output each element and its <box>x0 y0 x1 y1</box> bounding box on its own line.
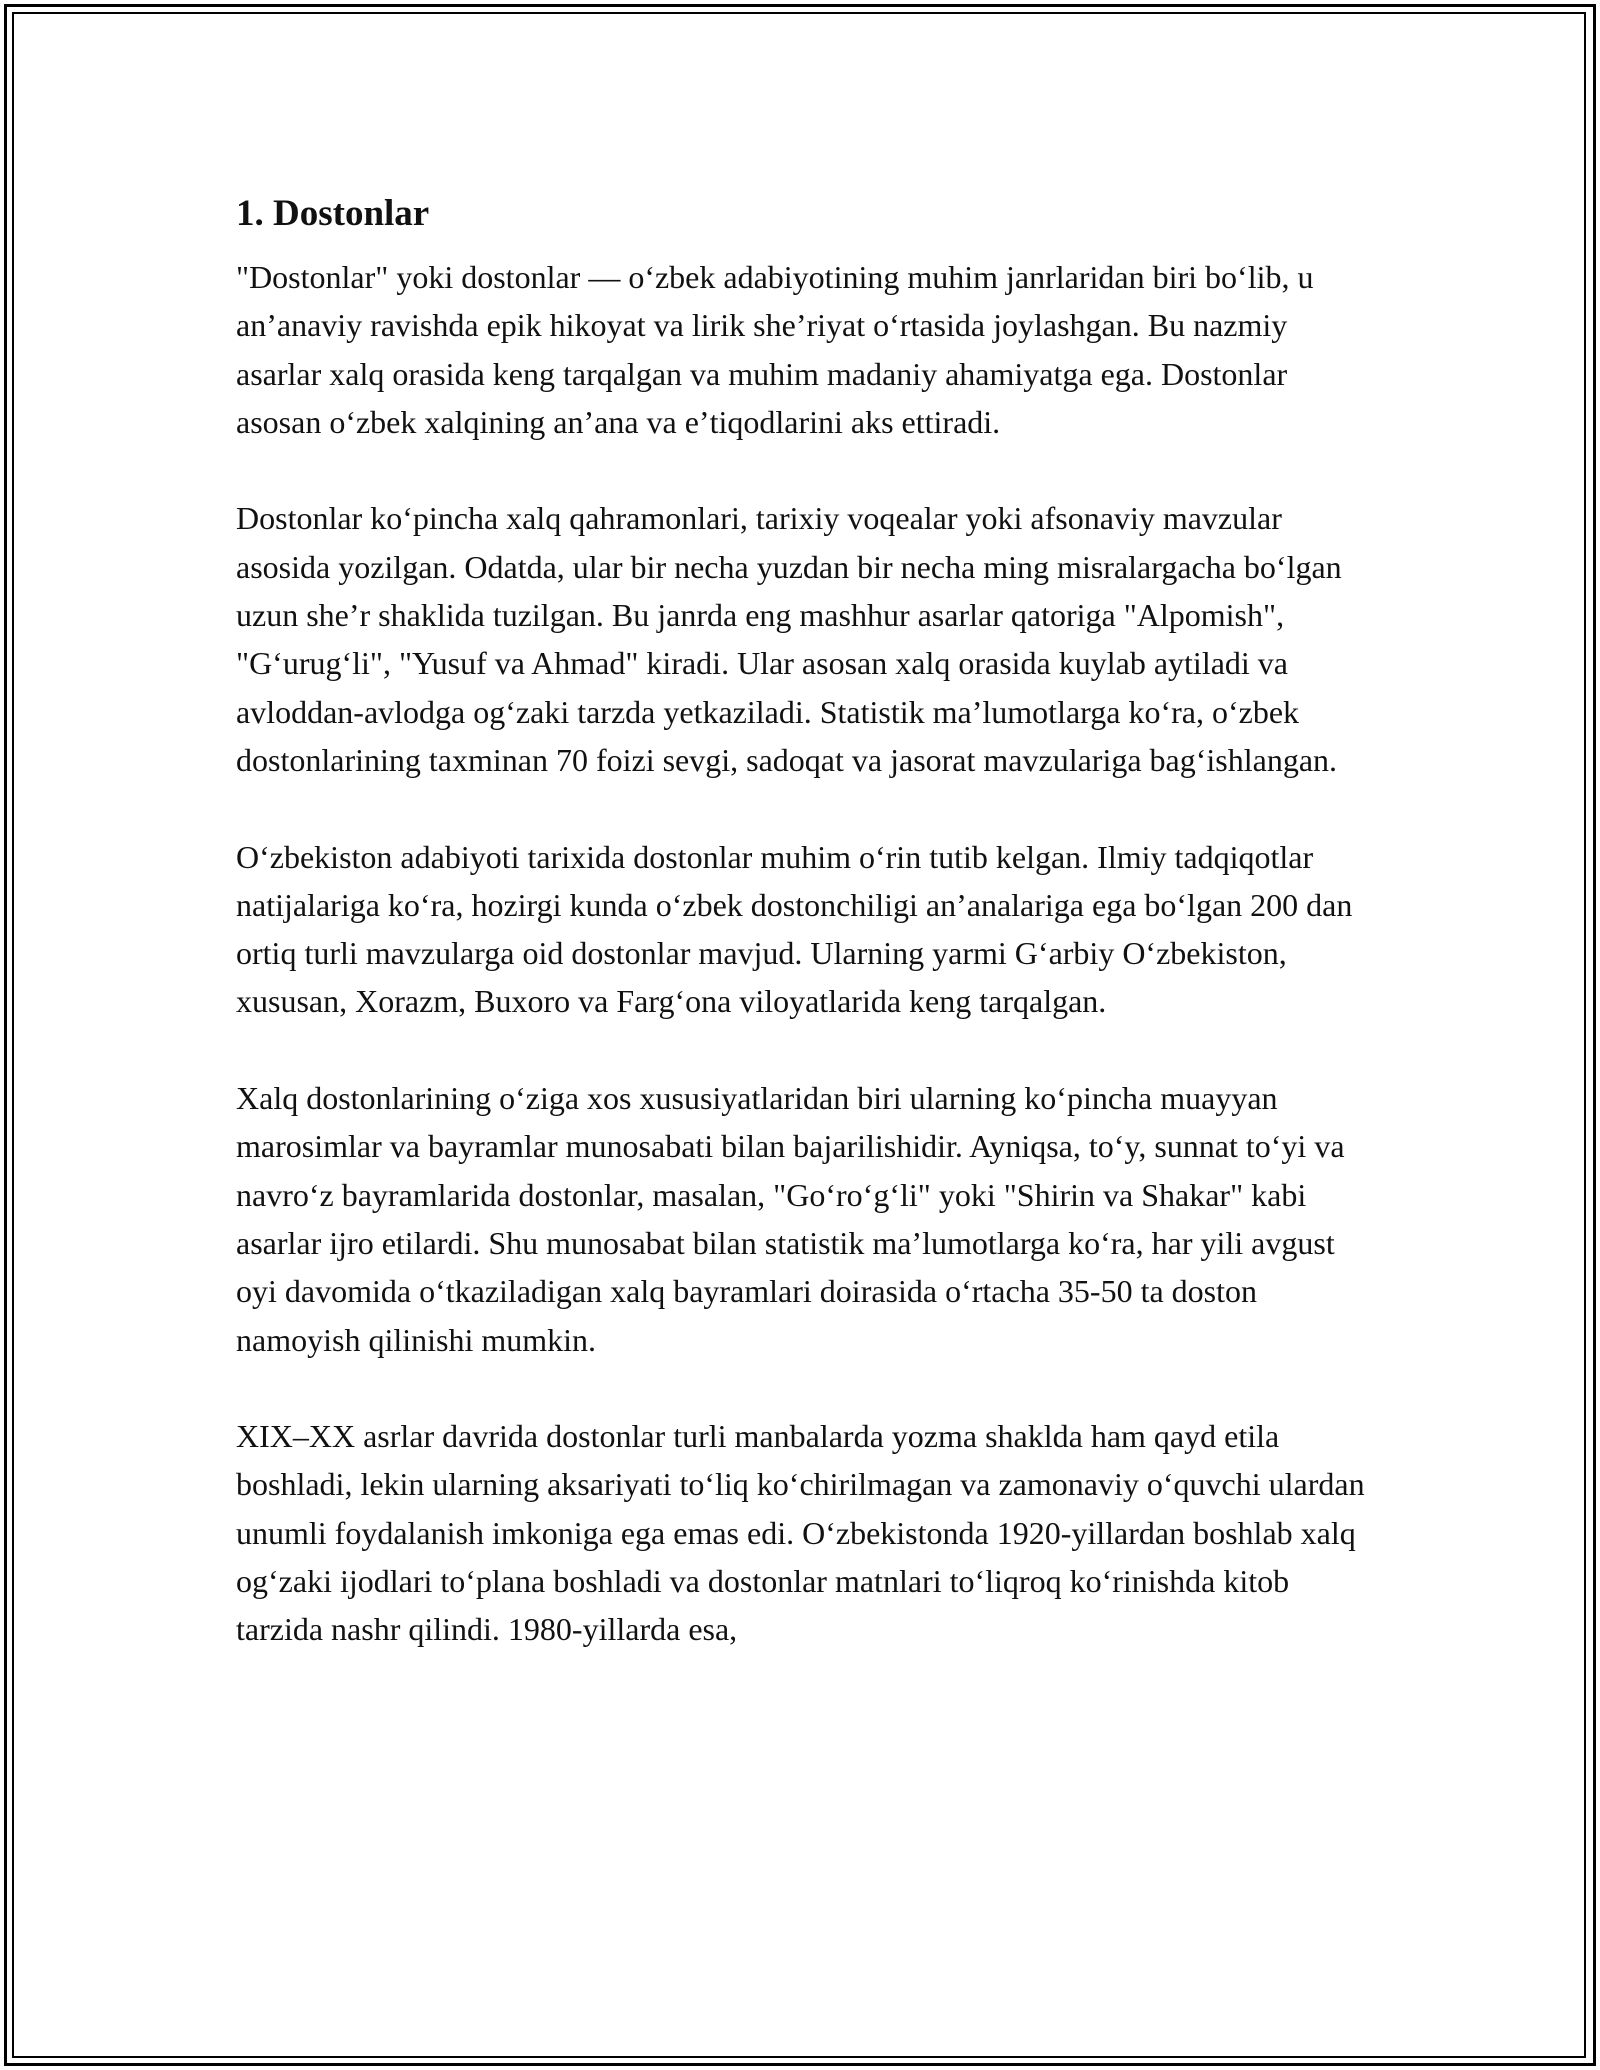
section-heading: 1. Dostonlar <box>236 193 430 234</box>
paragraph-4: Xalq dostonlarining oʻziga xos xususiyatlaridan biri ularning koʻpincha muayyan marosimlar va bayramlar munosabati bilan bajarilishidir. Ayniqsa, toʻy, sunnat toʻyi va navroʻz bayramlarida dostonlar, masalan, "Goʻroʻgʻli" yoki "Shirin va Shakar" kabi asarlar ijro etilardi. Shu munosabat bilan statistik maʼlumotlarga koʻra, har yili avgust oyi davomida oʻtkaziladigan xalq bayramlari doirasida oʻrtacha 35-50 ta doston namoyish qilinishi mumkin. <box>236 1080 1345 1358</box>
paragraph-3: Oʻzbekiston adabiyoti tarixida dostonlar muhim oʻrin tutib kelgan. Ilmiy tadqiqotlar natijalariga koʻra, hozirgi kunda oʻzbek dostonchiligi anʼanalariga ega boʻlgan 200 dan ortiq turli mavzularga oid dostonlar mavjud. Ularning yarmi Gʻarbiy Oʻzbekiston, xususan, Xorazm, Buxoro va Fargʻona viloyatlarida keng tarqalgan. <box>236 838 1353 1020</box>
paragraph-2: Dostonlar koʻpincha xalq qahramonlari, tarixiy voqealar yoki afsonaviy mavzular asosida yozilgan. Odatda, ular bir necha yuzdan bir necha ming misralargacha boʻlgan uzun sheʼr shaklida tuzilgan. Bu janrda eng mashhur asarlar qatoriga "Alpomish", "Gʻurugʻli", "Yusuf va Ahmad" kiradi. Ular asosan xalq orasida kuylab aytiladi va avloddan-avlodga ogʻzaki tarzda yetkaziladi. Statistik maʼlumotlarga koʻra, oʻzbek dostonlarining taxminan 70 foizi sevgi, sadoqat va jasorat mavzulariga bagʻishlangan. <box>236 500 1342 778</box>
paragraph-5: XIX–XX asrlar davrida dostonlar turli manbalarda yozma shaklda ham qayd etila boshladi, lekin ularning aksariyati toʻliq koʻchirilmagan va zamonaviy oʻquvchi ulardan unumli foydalanish imkoniga ega emas edi. Oʻzbekistonda 1920-yillardan boshlab xalq ogʻzaki ijodlari toʻplana boshladi va dostonlar matnlari toʻliqroq koʻrinishda kitob tarzida nashr qilindi. 1980-yillarda esa, <box>236 1418 1365 1648</box>
paragraph-1: "Dostonlar" yoki dostonlar — oʻzbek adabiyotining muhim janrlaridan biri boʻlib, u anʼanaviy ravishda epik hikoyat va lirik sheʼriyat oʻrtasida joylashgan. Bu nazmiy asarlar xalq orasida keng tarqalgan va muhim madaniy ahamiyatga ega. Dostonlar asosan oʻzbek xalqining anʼana va eʼtiqodlarini aks ettiradi. <box>236 259 1314 440</box>
document-body <box>236 185 1376 1702</box>
